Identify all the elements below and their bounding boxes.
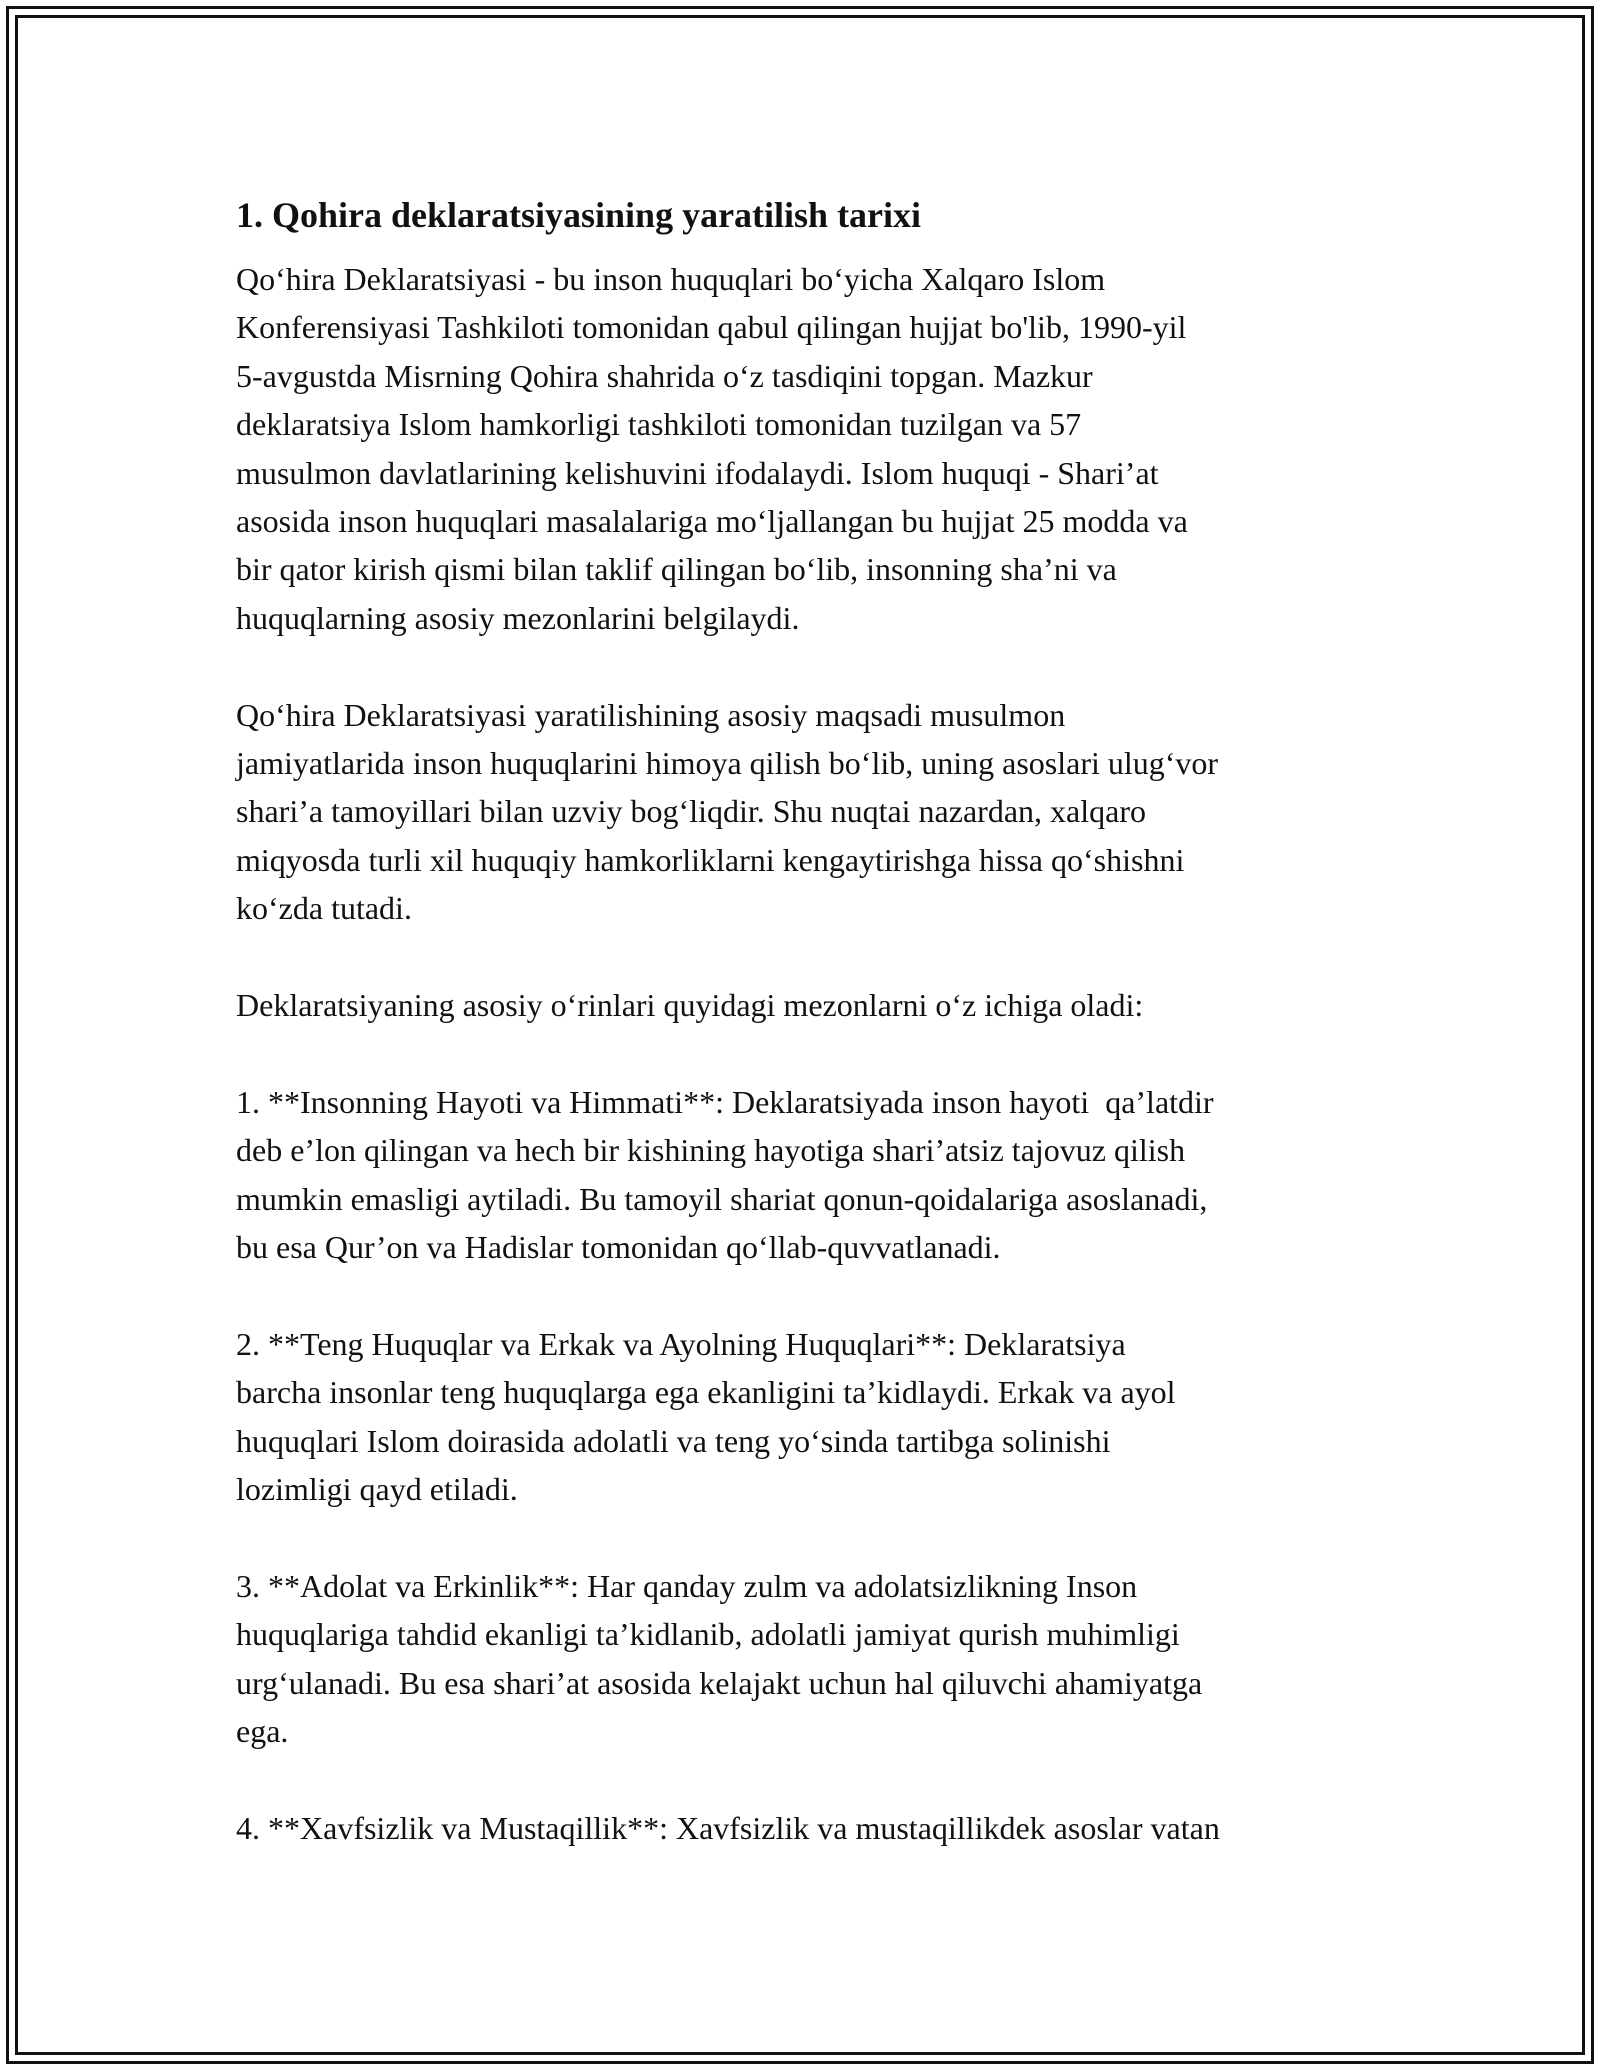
text-line: huquqlari Islom doirasida adolatli va teng yo‘sinda tartibga solinishi bbox=[236, 1422, 1111, 1459]
text-line: urg‘ulanadi. Bu esa shari’at asosida kelajakt uchun hal qiluvchi ahamiyatga bbox=[236, 1664, 1203, 1701]
paragraph-intro bbox=[236, 255, 1366, 642]
section-heading: 1. Qohira deklaratsiyasining yaratilish tarixi bbox=[236, 195, 922, 235]
text-line: huquqlariga tahdid ekanligi ta’kidlanib, adolatli jamiyat qurish muhimligi bbox=[236, 1616, 1180, 1653]
text-line: deklaratsiya Islom hamkorligi tashkiloti tomonidan tuzilgan va 57 bbox=[236, 406, 1082, 443]
list-item-3 bbox=[236, 1562, 1366, 1756]
text-line: shari’a tamoyillari bilan uzviy bog‘liqdir. Shu nuqtai nazardan, xalqaro bbox=[236, 793, 1146, 830]
list-item-2 bbox=[236, 1320, 1366, 1514]
text-line: musulmon davlatlarining kelishuvini ifodalaydi. Islom huquqi - Shari’at bbox=[236, 454, 1159, 491]
text-line: 1. **Insonning Hayoti va Himmati**: Deklaratsiyada inson hayoti qa’latdir bbox=[236, 1083, 1214, 1120]
text-line: lozimligi qayd etiladi. bbox=[236, 1471, 518, 1508]
paragraph-purpose bbox=[236, 691, 1366, 933]
text-line: bu esa Qur’on va Hadislar tomonidan qo‘llab-quvvatlanadi. bbox=[236, 1229, 1001, 1266]
text-line: miqyosda turli xil huquqiy hamkorliklarni kengaytirishga hissa qo‘shishni bbox=[236, 841, 1185, 878]
text-line: barcha insonlar teng huquqlarga ega ekanligini ta’kidlaydi. Erkak va ayol bbox=[236, 1374, 1176, 1411]
text-line: 5-avgustda Misrning Qohira shahrida o‘z tasdiqini topgan. Mazkur bbox=[236, 357, 1093, 394]
text-line: 4. **Xavfsizlik va Mustaqillik**: Xavfsizlik va mustaqillikdek asoslar vatan bbox=[236, 1809, 1220, 1846]
text-line: jamiyatlarida inson huquqlarini himoya qilish bo‘lib, uning asoslari ulug‘vor bbox=[236, 745, 1219, 782]
text-line: mumkin emasligi aytiladi. Bu tamoyil shariat qonun-qoidalariga asoslanadi, bbox=[236, 1180, 1208, 1217]
text-line: deb e’lon qilingan va hech bir kishining hayotiga shari’atsiz tajovuz qilish bbox=[236, 1132, 1186, 1169]
text-line: bir qator kirish qismi bilan taklif qilingan bo‘lib, insonning sha’ni va bbox=[236, 551, 1117, 588]
text-line: Deklaratsiyaning asosiy o‘rinlari quyidagi mezonlarni o‘z ichiga oladi: bbox=[236, 987, 1144, 1024]
text-line: ko‘zda tutadi. bbox=[236, 890, 412, 927]
text-line: huquqlarning asosiy mezonlarini belgilaydi. bbox=[236, 599, 800, 636]
paragraph-criteria-intro bbox=[236, 981, 1366, 1029]
document-body bbox=[236, 185, 1366, 1852]
text-line: Qo‘hira Deklaratsiyasi - bu inson huquqlari bo‘yicha Xalqaro Islom bbox=[236, 261, 1106, 297]
list-item-1 bbox=[236, 1078, 1366, 1272]
text-line: Konferensiyasi Tashkiloti tomonidan qabul qilingan hujjat bo'lib, 1990-yil bbox=[236, 309, 1187, 346]
text-line: 3. **Adolat va Erkinlik**: Har qanday zulm va adolatsizlikning Inson bbox=[236, 1567, 1138, 1604]
text-line: ega. bbox=[236, 1713, 289, 1750]
text-line: Qo‘hira Deklaratsiyasi yaratilishining asosiy maqsadi musulmon bbox=[236, 696, 1066, 733]
text-line: 2. **Teng Huquqlar va Erkak va Ayolning Huquqlari**: Deklaratsiya bbox=[236, 1325, 1126, 1362]
list-item-4 bbox=[236, 1804, 1366, 1852]
text-line: asosida inson huquqlari masalalariga mo‘ljallangan bu hujjat 25 modda va bbox=[236, 503, 1188, 540]
